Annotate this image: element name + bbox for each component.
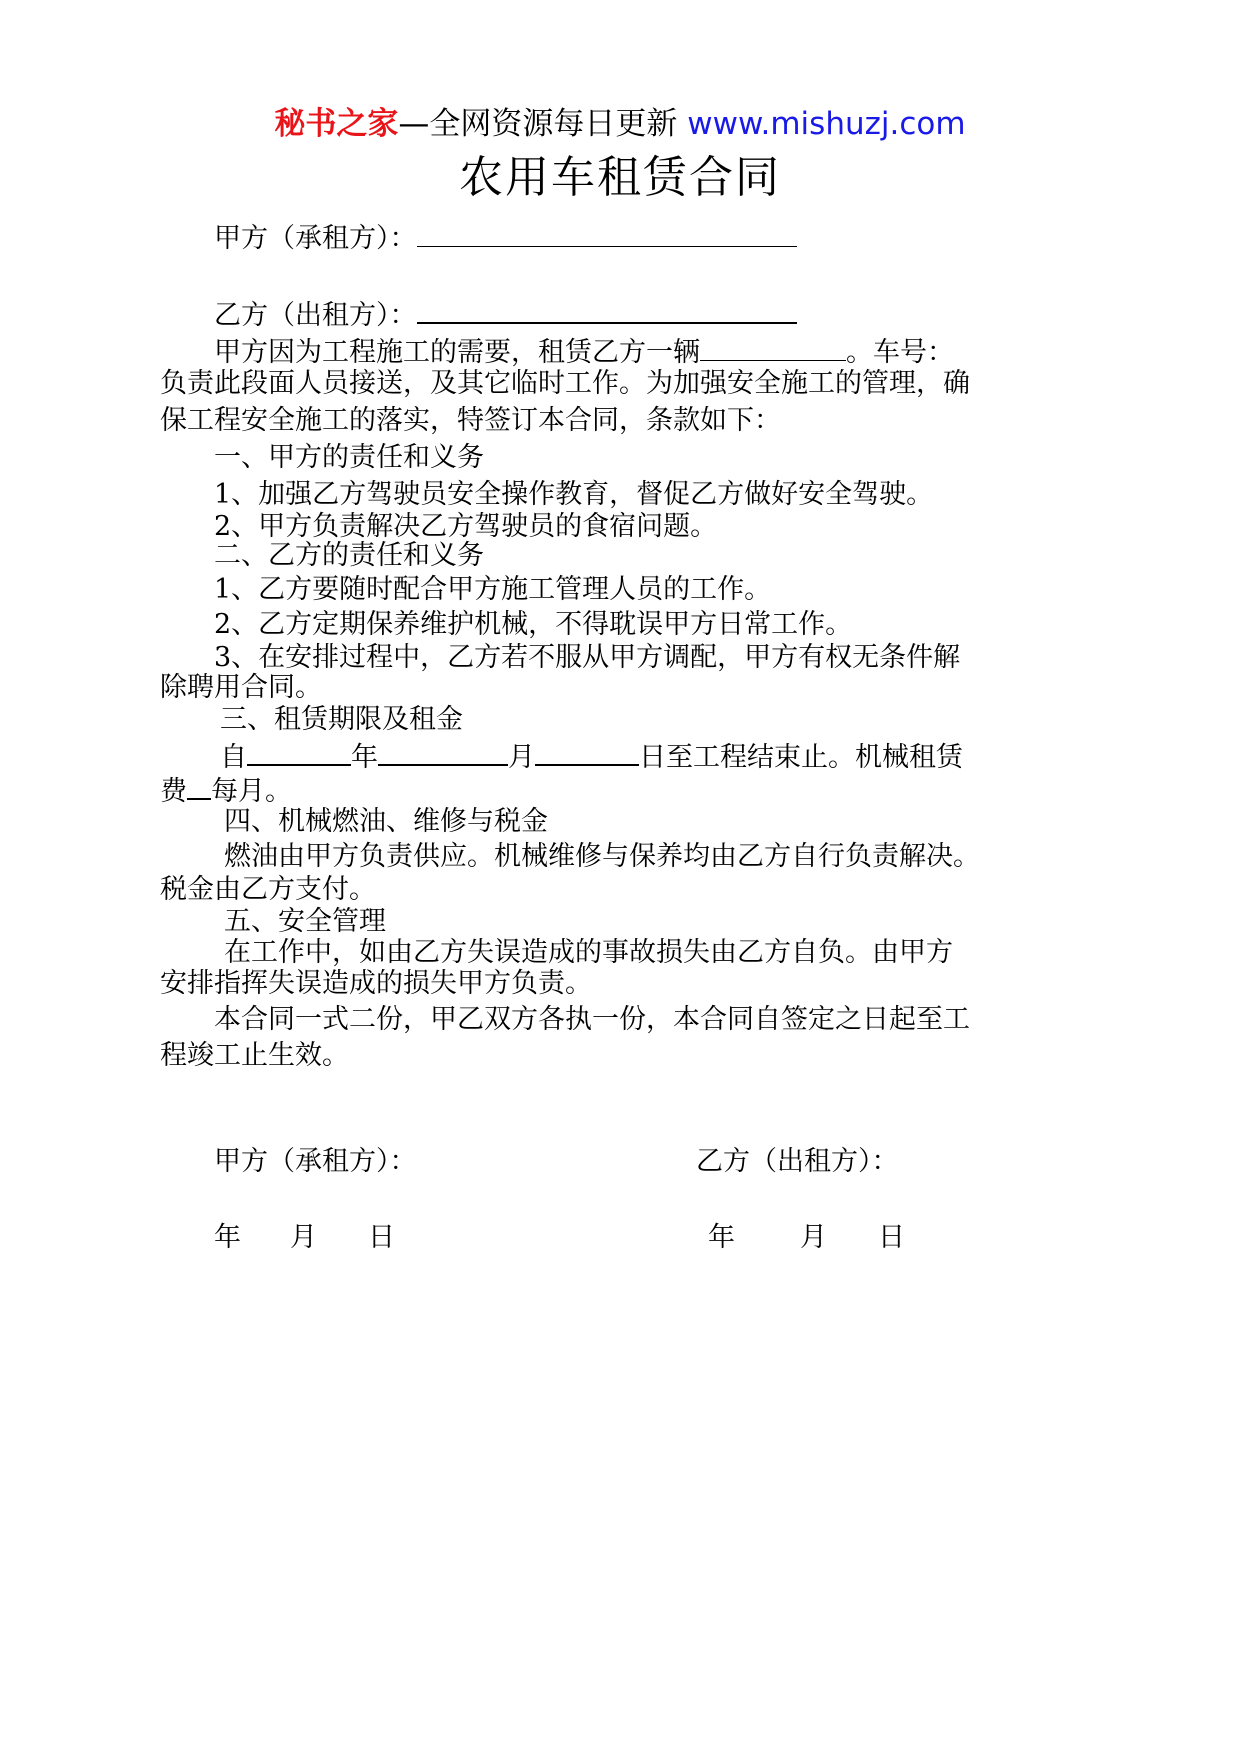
lease-month-blank — [378, 736, 508, 766]
lease-year-label: 年 — [351, 742, 378, 773]
party-b-line — [214, 294, 797, 334]
intro-line-2: 负责此段面人员接送，及其它临时工作。为加强安全施工的管理，确 — [160, 368, 970, 399]
party-a-blank — [417, 218, 797, 247]
section-4-heading: 四、机械燃油、维修与税金 — [224, 806, 548, 837]
signature-date-a — [214, 1220, 395, 1256]
section-1-heading: 一、甲方的责任和义务 — [214, 442, 484, 473]
date-b-day: 日 — [878, 1222, 905, 1253]
vehicle-blank — [700, 332, 846, 361]
closing-line-1: 本合同一式二份，甲乙双方各执一份，本合同自签定之日起至工 — [214, 1004, 970, 1035]
section-4-line-2: 税金由乙方支付。 — [160, 874, 376, 905]
lease-day-blank — [535, 736, 639, 766]
closing-line-2: 程竣工止生效。 — [160, 1040, 349, 1071]
lease-fee-label: 费 — [160, 776, 187, 807]
section-1-item-2: 2、甲方负责解决乙方驾驶员的食宿问题。 — [214, 511, 718, 542]
lease-fee-blank — [187, 770, 211, 800]
section-5-line-2: 安排指挥失误造成的损失甲方负责。 — [160, 968, 592, 999]
banner-tagline: —全网资源每日更新 — [398, 106, 688, 142]
lease-from: 自 — [220, 742, 247, 773]
intro-line-3: 保工程安全施工的落实，特签订本合同，条款如下： — [160, 405, 781, 436]
brand-name: 秘书之家 — [274, 106, 399, 142]
intro-text-a: 甲方因为工程施工的需要，租赁乙方一辆 — [214, 337, 700, 368]
intro-text-b: 。车号： — [846, 337, 954, 368]
date-a-year: 年 — [214, 1222, 241, 1253]
section-2-item-3-line-2: 除聘用合同。 — [160, 672, 322, 703]
party-b-blank — [417, 294, 797, 324]
date-a-day: 日 — [368, 1222, 395, 1253]
section-5-heading: 五、安全管理 — [224, 906, 386, 937]
section-2-item-2: 2、乙方定期保养维护机械，不得耽误甲方日常工作。 — [214, 609, 853, 640]
date-b-month: 月 — [800, 1222, 827, 1253]
section-2-item-1: 1、乙方要随时配合甲方施工管理人员的工作。 — [214, 574, 772, 605]
section-2-heading: 二、乙方的责任和义务 — [214, 540, 484, 571]
lease-rest: 日至工程结束止。机械租赁 — [639, 742, 963, 773]
party-b-label: 乙方（出租方）： — [214, 300, 417, 331]
party-a-line — [214, 218, 797, 257]
section-3-heading: 三、租赁期限及租金 — [220, 704, 463, 735]
signature-party-b: 乙方（出租方）： — [696, 1146, 899, 1177]
lease-year-blank — [247, 736, 351, 766]
lease-month-label: 月 — [508, 742, 535, 773]
document-title: 农用车租赁合同 — [459, 152, 781, 203]
banner-url: www.mishuzj.com — [687, 106, 966, 142]
section-1-item-1: 1、加强乙方驾驶员安全操作教育，督促乙方做好安全驾驶。 — [214, 479, 934, 510]
section-2-item-3-line-1: 3、在安排过程中，乙方若不服从甲方调配，甲方有权无条件解 — [214, 642, 961, 673]
site-banner — [0, 104, 1240, 144]
signature-party-a: 甲方（承租方）： — [214, 1146, 417, 1177]
section-4-line-1: 燃油由甲方负责供应。机械维修与保养均由乙方自行负责解决。 — [224, 841, 980, 872]
date-a-month: 月 — [290, 1222, 317, 1253]
signature-date-b — [708, 1220, 905, 1256]
date-b-year: 年 — [708, 1222, 735, 1253]
section-5-line-1: 在工作中，如由乙方失误造成的事故损失由乙方自负。由甲方 — [224, 937, 953, 968]
party-a-label: 甲方（承租方）： — [214, 223, 417, 254]
lease-period-line — [220, 736, 963, 776]
lease-monthly: 每月。 — [211, 776, 292, 807]
